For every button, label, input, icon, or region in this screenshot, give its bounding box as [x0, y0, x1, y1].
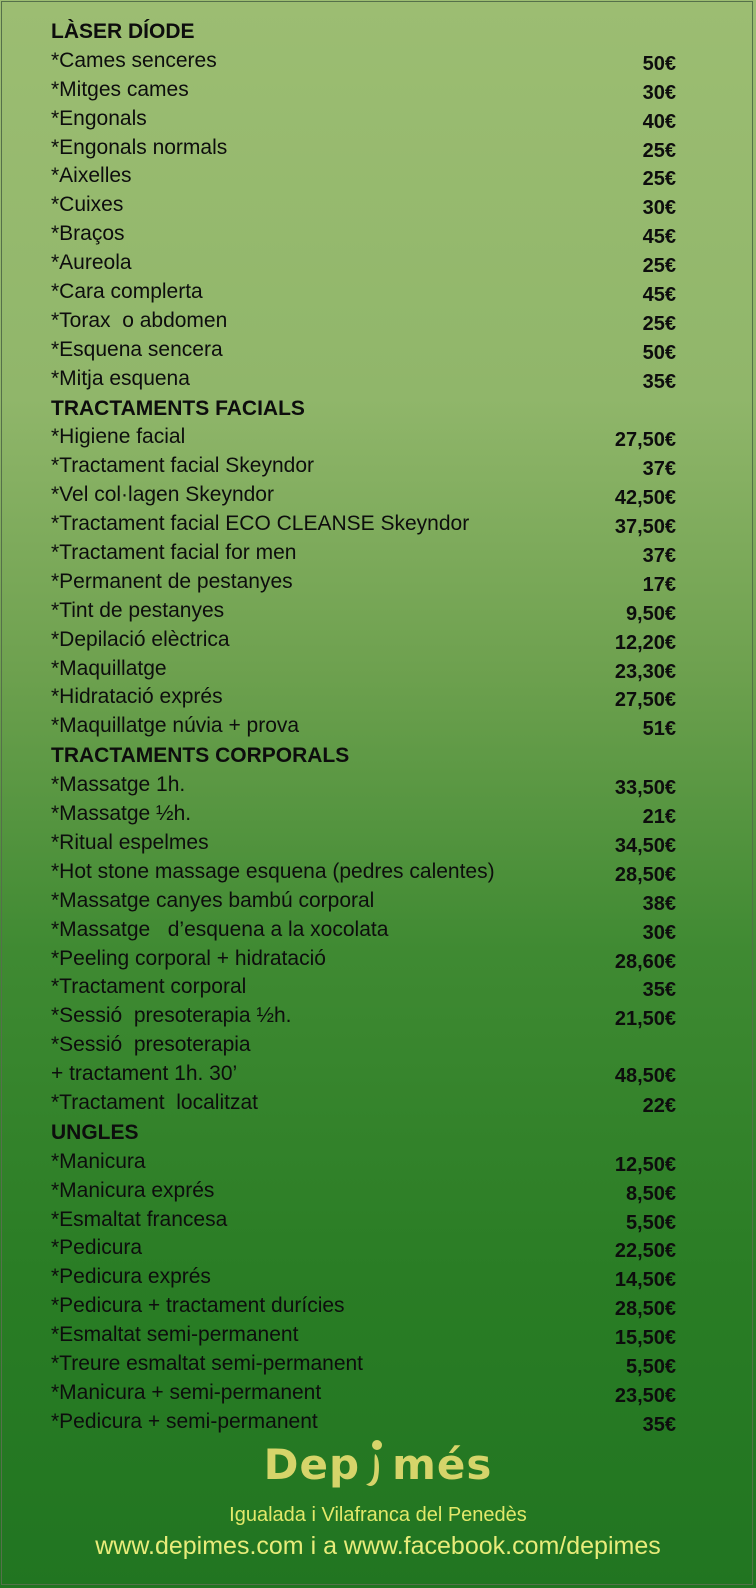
depimes-logo [264, 1434, 493, 1494]
service-price: 35€ [642, 370, 676, 393]
price-row [51, 1149, 676, 1178]
figure-logo-icon [364, 1438, 388, 1490]
service-price: 27,50€ [614, 689, 676, 712]
service-name: *Hidratació exprés [51, 685, 223, 709]
service-name: *Massatge 1h. [51, 773, 186, 797]
service-price: 5,50€ [625, 1211, 676, 1234]
service-name: *Maquillatge núvia + prova [51, 714, 300, 738]
service-name: *Massatge d’esquena a la xocolata [51, 917, 389, 941]
price-row [51, 569, 676, 598]
price-row [51, 163, 676, 192]
price-row [51, 424, 676, 453]
price-row [51, 830, 676, 859]
service-price: 8,50€ [625, 1182, 676, 1205]
price-row [51, 221, 676, 250]
price-row [51, 279, 676, 308]
service-name: *Peeling corporal + hidratació [51, 946, 326, 970]
service-name: *Tractament facial ECO CLEANSE Skeyndor [51, 512, 470, 536]
location-text: Igualada i Vilafranca del Penedès [229, 1504, 527, 1526]
price-row [51, 1003, 676, 1032]
section-title: TRACTAMENTS CORPORALS [51, 744, 350, 768]
service-name: *Massatge ½h. [51, 802, 192, 826]
section-title: LÀSER DÍODE [51, 20, 195, 43]
service-price: 17€ [642, 573, 676, 596]
service-name: *Permanent de pestanyes [51, 569, 293, 593]
service-price: 38€ [642, 892, 676, 915]
service-name: *Esmaltat francesa [51, 1207, 228, 1231]
service-price: 12,20€ [614, 631, 676, 654]
service-name: *Tractament localitzat [51, 1090, 258, 1114]
service-name: *Tractament corporal [51, 975, 247, 999]
service-name: *Esmaltat semi-permanent [51, 1323, 299, 1347]
service-price: 30€ [642, 81, 676, 104]
service-name: *Pedicura [51, 1236, 143, 1260]
price-row [51, 684, 676, 713]
price-row [51, 1322, 676, 1351]
price-row [51, 888, 676, 917]
service-price: 48,50€ [614, 1064, 676, 1087]
service-price: 5,50€ [625, 1355, 676, 1378]
price-row [51, 308, 676, 337]
price-row [51, 77, 676, 106]
service-name: *Pedicura exprés [51, 1265, 211, 1289]
service-price: 15,50€ [614, 1327, 676, 1350]
service-name: *Vel col·lagen Skeyndor [51, 483, 274, 507]
service-price: 23,30€ [614, 660, 676, 683]
service-name: *Cuixes [51, 193, 124, 217]
footer [0, 1434, 756, 1564]
section-title: UNGLES [51, 1120, 139, 1144]
service-name: *Tractament facial for men [51, 541, 297, 565]
service-name: *Higiene facial [51, 425, 186, 449]
service-name: *Tractament facial Skeyndor [51, 454, 315, 478]
price-list [51, 18, 676, 1438]
price-row [51, 48, 676, 77]
price-row [51, 453, 676, 482]
service-name: *Cames senceres [51, 48, 217, 72]
service-price: 40€ [642, 110, 676, 133]
service-price: 45€ [642, 284, 676, 307]
section-heading [51, 742, 676, 772]
service-price: 23,50€ [614, 1384, 676, 1407]
price-row [51, 482, 676, 511]
service-price: 21€ [642, 806, 676, 829]
service-price: 25€ [642, 139, 676, 162]
service-name: *Braços [51, 222, 125, 246]
price-row [51, 192, 676, 221]
service-price: 45€ [642, 226, 676, 249]
price-row [51, 1235, 676, 1264]
service-price: 30€ [642, 197, 676, 220]
logo-text-left: Dep [263, 1439, 361, 1489]
service-price: 42,50€ [614, 487, 676, 510]
service-name: *Manicura + semi-permanent [51, 1380, 322, 1404]
service-price: 51€ [642, 718, 676, 741]
service-name: *Treure esmaltat semi-permanent [51, 1351, 364, 1375]
service-price: 9,50€ [625, 602, 676, 625]
price-row [51, 540, 676, 569]
service-name: *Manicura [51, 1149, 146, 1173]
price-row [51, 1032, 676, 1090]
service-name: *Engonals [51, 106, 147, 130]
price-row [51, 772, 676, 801]
service-price: 12,50€ [614, 1153, 676, 1176]
service-name-line2: + tractament 1h. 30’ [51, 1062, 238, 1086]
price-row [51, 974, 676, 1003]
service-price: 28,50€ [614, 1298, 676, 1321]
service-price: 37€ [642, 458, 676, 481]
service-price: 22,50€ [614, 1240, 676, 1263]
service-price: 25€ [642, 168, 676, 191]
service-name: *Mitja esquena [51, 366, 190, 390]
service-name: *Engonals normals [51, 135, 228, 159]
service-name: *Sessió presoterapia ½h. [51, 1004, 292, 1028]
website-link[interactable]: www.depimes.com i a www.facebook.com/depimes [95, 1532, 661, 1560]
service-price: 25€ [642, 312, 676, 335]
service-name-line1: *Sessió presoterapia [51, 1033, 251, 1057]
service-name: *Tint de pestanyes [51, 598, 225, 622]
service-name: *Ritual espelmes [51, 830, 209, 854]
price-row [51, 627, 676, 656]
price-row [51, 1380, 676, 1409]
price-row [51, 1293, 676, 1322]
logo-text-right: més [392, 1439, 493, 1489]
service-name: *Massatge canyes bambú corporal [51, 888, 375, 912]
service-name: *Hot stone massage esquena (pedres calentes) [51, 859, 495, 883]
section-heading [51, 18, 676, 48]
service-price: 50€ [642, 341, 676, 364]
service-name: *Depilació elèctrica [51, 627, 230, 651]
price-row [51, 946, 676, 975]
service-price: 37€ [642, 545, 676, 568]
price-row [51, 337, 676, 366]
price-row [51, 1090, 676, 1119]
service-name [51, 1032, 251, 1090]
service-name: *Esquena sencera [51, 337, 223, 361]
service-price: 35€ [642, 979, 676, 1002]
service-name: *Cara complerta [51, 280, 203, 304]
service-name: *Mitges cames [51, 77, 189, 101]
price-row [51, 1207, 676, 1236]
price-row [51, 511, 676, 540]
service-price: 25€ [642, 255, 676, 278]
service-price: 30€ [642, 921, 676, 944]
service-name: *Aixelles [51, 164, 132, 188]
service-name: *Pedicura + semi-permanent [51, 1409, 318, 1433]
service-price: 35€ [642, 1413, 676, 1436]
service-price: 28,60€ [614, 950, 676, 973]
service-name: *Manicura exprés [51, 1178, 215, 1202]
section-heading [51, 395, 676, 425]
price-row [51, 250, 676, 279]
price-row [51, 656, 676, 685]
price-row [51, 801, 676, 830]
service-name: *Maquillatge [51, 656, 167, 680]
price-row [51, 135, 676, 164]
price-row [51, 1178, 676, 1207]
service-price: 27,50€ [614, 429, 676, 452]
price-row [51, 598, 676, 627]
price-row [51, 917, 676, 946]
service-name: *Torax o abdomen [51, 308, 228, 332]
price-row [51, 106, 676, 135]
service-price: 14,50€ [614, 1269, 676, 1292]
service-price: 33,50€ [614, 777, 676, 800]
section-heading [51, 1119, 676, 1149]
service-name: *Pedicura + tractament durícies [51, 1294, 345, 1318]
service-name: *Aureola [51, 251, 132, 275]
service-price: 34,50€ [614, 834, 676, 857]
service-price: 21,50€ [614, 1008, 676, 1031]
price-row [51, 366, 676, 395]
service-price: 22€ [642, 1094, 676, 1117]
price-row [51, 859, 676, 888]
service-price: 50€ [642, 52, 676, 75]
section-title: TRACTAMENTS FACIALS [51, 396, 305, 420]
service-price: 28,50€ [614, 863, 676, 886]
price-row [51, 1264, 676, 1293]
service-price: 37,50€ [614, 516, 676, 539]
price-row [51, 713, 676, 742]
price-row [51, 1351, 676, 1380]
